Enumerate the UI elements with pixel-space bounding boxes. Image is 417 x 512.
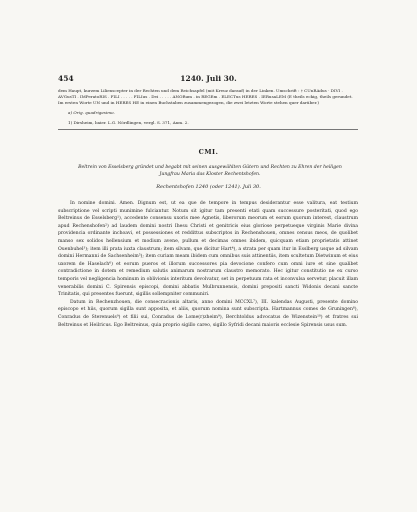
charter-paragraph: In nomine domini. Amen. Dignum est, ut ea que de tempore in tempus desiderantur esse valitura, eat testium subscriptione vel scripti munimine fulciantur. Notum sit igitur tam presenti etati quam successure posteritati, quod ego Beltreinus de Esselsberg¹), accedente consensu uxoris mee Agnetis, liberorum meorum et eorum quorum interest, claustrum apud Rechenshofen²) ad laudem domini nostri Ihesu Christi et genitricis eius gloriose perpetueque virginis Marie divina providencia ordinante inchoavi, et possessiones et reddittus subscriptos in Rechenshouen, omnes census meos, de quolibet manso sex solidos hellensium et modium avene, pullum et decimas omnes ibidem, quicquam etiam proprietatis attinet Ouenbuhel³); item illi prata iuxta claustrum; item silvam, que dicitur Hart⁴), a strata per quam itur in Esslberg usque ad silvam domini Hermanni de Sachsenheim⁵); item curiam meam ibidem cum omnibus suis attinentiis, item scultetum Dietwinum et eius uxorem de Haselach⁶) et eorum pueros et illorum successores pia devocione confero cum omni iure et sine qualibet contradictione in dotem et remedium salutis animarum nostrarum claustro memorato. Hec igitur constitutio ne ex curso temporis vel negligencia hominum in oblivionis interitum devolvatur, set in perpetuum rata et inconvulsa servetur, placuit illam venerabilis domini C. Spirensis episcopi, domini abbatis Mulbrunnensis, domini prepositi sancti Widonis decani sancte Trinitatis, qui presentes fuerunt, sigillis sollempniter communiri. [58,201,358,298]
footnotes-block [58,88,358,126]
charter-text [58,200,358,329]
document-dateline: Rechentshofen 1240 (oder 1241). Juli 30. [156,184,261,190]
running-head: 1240. Juli 30. [180,74,237,83]
charter-paragraph: Datum in Rechenzhouen, die consecracionis altaris, anno domini MCCXL⁷), III. kalendas Augusti, presente domino episcopo et hiis, quorum sigilla sunt apposita, et aliis, quorum nomina sunt subscripta. Hartmannus comes de Gruningen⁸), Conradus de Sterenuels⁹) et filii sui, Conradus de Lome(r)zheim⁹), Berchtoldus advocatus de Wizenstein¹⁰) et fratres sui Beltreinus et Heilricus. Ego Beltreinus, quia proprio sigillo careo, sigillo Syfridi decani maioris ecclesie Spirensis usus sum. [58,299,358,328]
page-number: 454 [58,74,74,83]
page-header [58,73,359,85]
section-divider [58,129,358,130]
document-summary: Beltrein von Esselsberg gründet und begabt mit seinen ausgewählten Gütern und Rechten zu Ehren der heiligen Jungfrau Maria das Kloster Rechentshofen. [78,165,342,178]
seal-description-note: dem Haupt, kurzem Lilienscepter in der Rechten und dem Reichsapfel (mit Kreuz darauf) in der Linken. Umschrift : † CUnRAdus · DIVI . AVGusTI . IMPeratoRIS . FILI . . . . . FILIus . Dei . . . . . ANORum . in REGEm . ELECTus HERES . IERusaLEM (E theils eckig, theils gerundet. Im ersten Worte UN und in HERES HE in einen Buchstaben zusammengezogen, die zwei letzten Worte stehen quer darüber.) [58,88,353,106]
footnote-1: 1) Dirsheim, baier. L.G. Nördlingen, vergl. S. 371, Anm. 2. [68,119,189,125]
document-number: CMI. [198,148,219,156]
footnote-a: a) Orig. quadrigesimo. [68,109,115,115]
